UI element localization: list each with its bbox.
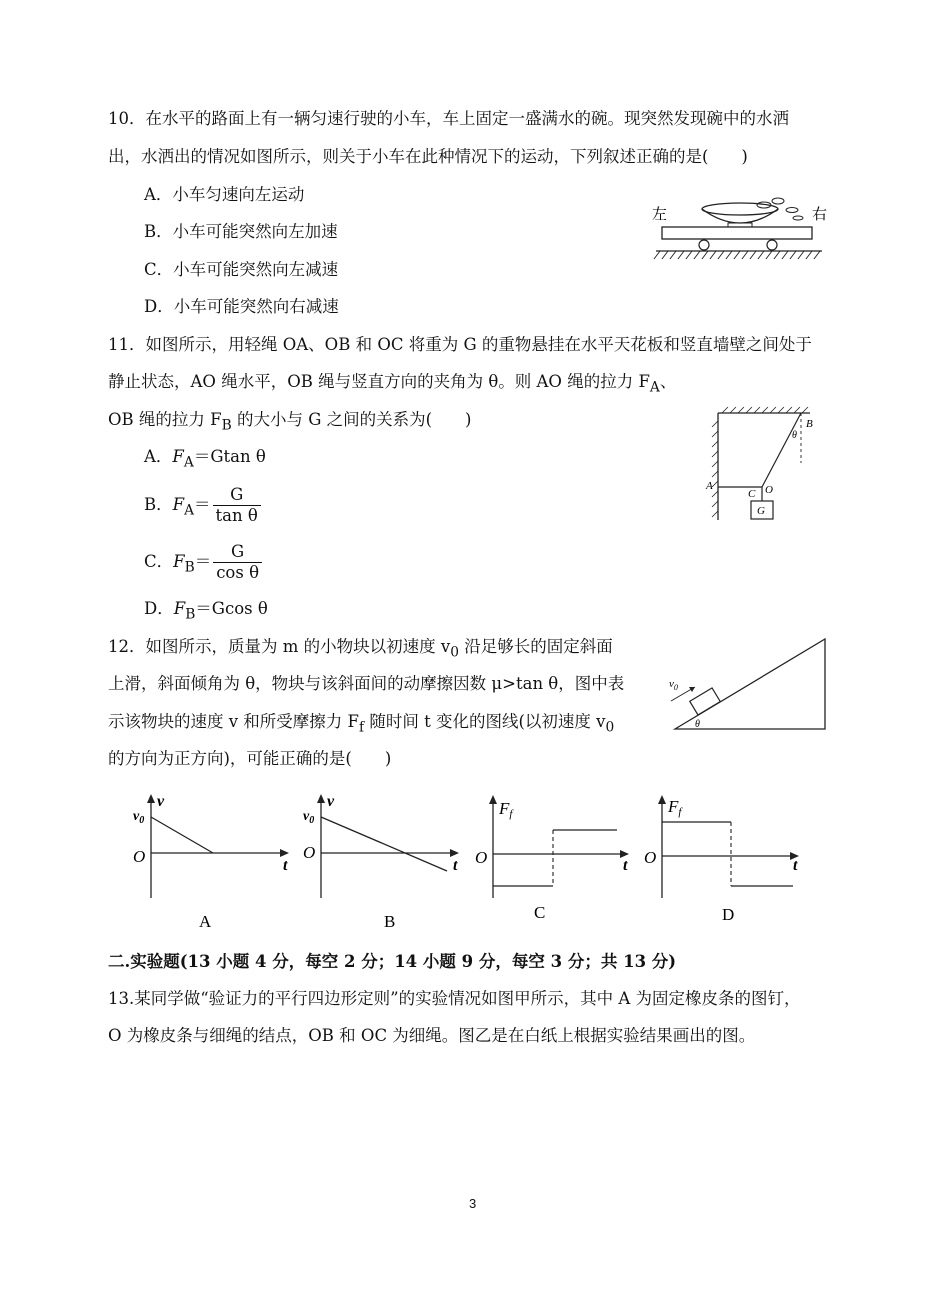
graph-c-label: C [534,903,546,922]
fig-left-label: 左 [652,207,668,223]
q11-option-a [144,445,266,474]
graphs-row [125,790,825,940]
q11-line3-sub: B [221,417,232,434]
q11-line3-a: OB 绳的拉力 F [108,410,222,429]
q11-line1: 11．如图所示，用轻绳 OA、OB 和 OC 将重为 G 的重物悬挂在水平天花板和竖直墙壁之间处于 [108,335,812,354]
graph-a-line [151,817,213,853]
q11-opt-b-eq: ＝ [194,495,211,514]
q10-line1: 10．在水平的路面上有一辆匀速行驶的小车，车上固定一盛满水的碗。现突然发现碗中的水洒 [108,109,789,128]
fig-label-a: A [706,480,713,492]
q12-line1 [108,635,613,664]
q12-line2: 上滑，斜面倾角为 θ，物块与该斜面间的动摩擦因数 μ>tan θ，图中表 [108,674,625,693]
q12-line1-end: 沿足够长的固定斜面 [458,637,613,656]
incline-v0-label: $v_0$ [669,678,678,692]
graph-b-origin: O [303,843,316,862]
q11-opt-a-sub: A [183,454,194,471]
q11-option-b [144,485,261,526]
fig-label-o: O [765,484,773,496]
graph-c-origin: O [475,848,488,867]
q11-opt-b-den: tan θ [215,506,258,525]
q11-opt-d-f: F [173,599,186,618]
q11-opt-c-den: cos θ [216,563,260,582]
q13-line1: 13.某同学做“验证力的平行四边形定则”的实验情况如图甲所示，其中 A 为固定橡皮条的图钉， [108,989,801,1008]
section2-title: 二.实验题(13 小题 4 分，每空 2 分；14 小题 9 分，每空 3 分；共 13 分) [108,952,677,971]
q11-opt-a-rest: ＝Gtan θ [193,447,266,466]
graph-a-t: t [283,857,288,874]
q11-opt-c-num: G [213,542,262,563]
q11-line2-text: 静止状态，AO 绳水平，OB 绳与竖直方向的夹角为 θ。则 AO 绳的拉力 F [108,372,650,391]
graph-c-ylabel: Ff [499,799,513,820]
q11-opt-c-eq: ＝ [194,552,212,571]
q11-option-d [144,597,268,626]
q12-line3 [108,710,614,739]
q10-option-a: A．小车匀速向左运动 [144,185,305,204]
q11-opt-c-f: F [173,552,185,571]
fig-label-theta: θ [792,430,797,441]
q11-option-c [144,542,262,583]
q11-opt-c-fraction [213,542,262,583]
graph-a-v0: $v_0$ [133,809,145,826]
fig-label-c: C [748,488,756,500]
q12-line3-a: 示该物块的速度 v 和所受摩擦力 F [108,712,360,731]
q10-option-d: D．小车可能突然向右减速 [144,297,339,316]
graph-d [644,795,799,924]
q12-line3-sub2: 0 [605,719,615,736]
graph-d-t: t [793,857,798,874]
graph-a-ylabel: v [157,793,165,810]
q11-line2 [108,370,676,399]
q12-line3-b: 随时间 t 变化的图线(以初速度 v [364,712,606,731]
q11-opt-b-prefix: B． [144,495,173,514]
graph-d-origin: O [644,848,657,867]
graph-a-origin: O [133,847,146,866]
q11-opt-c-prefix: C． [144,552,174,571]
fig-label-g: G [757,505,765,517]
q12-line3-sub: f [359,719,365,736]
q12-line1-sub: 0 [450,644,459,661]
q11-opt-d-prefix: D． [144,599,174,618]
q11-opt-d-sub: B [185,606,196,623]
fig-label-b: B [806,418,813,430]
q11-line2-end: 、 [659,372,677,391]
q12-line1-text: 12．如图所示，质量为 m 的小物块以初速度 v [108,637,451,656]
graph-b-label: B [384,912,396,931]
q10-option-c: C．小车可能突然向左减速 [144,260,339,279]
graph-c [475,795,629,922]
q11-opt-b-fraction [213,485,261,526]
page-number: 3 [469,1196,477,1211]
graph-d-ylabel: Ff [668,797,682,818]
graph-a [133,793,289,931]
q11-opt-c-sub: B [184,559,195,576]
cart-bowl-figure [640,185,840,265]
q11-opt-a-prefix: A． [144,447,173,466]
q13-line2: O 为橡皮条与细绳的结点，OB 和 OC 为细绳。图乙是在白纸上根据实验结果画出的图。 [108,1026,756,1045]
graph-b-ylabel: v [327,793,335,810]
q11-opt-b-sub: A [184,502,195,519]
graph-b-line [321,817,447,871]
incline-figure [665,635,835,735]
graph-c-t: t [623,857,628,874]
graph-d-label: D [722,905,735,924]
q11-line2-sub: A [649,379,660,396]
q11-opt-d-rest: ＝Gcos θ [195,599,268,618]
q11-opt-a-f: F [172,447,184,466]
q11-opt-b-f: F [172,495,185,514]
graph-b-v0: $v_0$ [303,809,315,826]
incline-theta-label: θ [695,719,700,730]
q11-opt-b-num: G [213,485,261,506]
graph-b [303,793,459,931]
q11-line3-b: 的大小与 G 之间的关系为( ) [231,410,472,429]
q12-line4: 的方向为正方向)，可能正确的是( ) [108,749,392,768]
graph-a-label: A [199,912,212,931]
rope-system-figure [700,405,825,525]
graph-b-t: t [453,857,458,874]
fig-right-label: 右 [812,207,828,223]
q10-option-b: B．小车可能突然向左加速 [144,222,338,241]
q10-line2: 出，水洒出的情况如图所示，则关于小车在此种情况下的运动，下列叙述正确的是( ) [108,147,748,166]
q11-line3 [108,408,472,437]
